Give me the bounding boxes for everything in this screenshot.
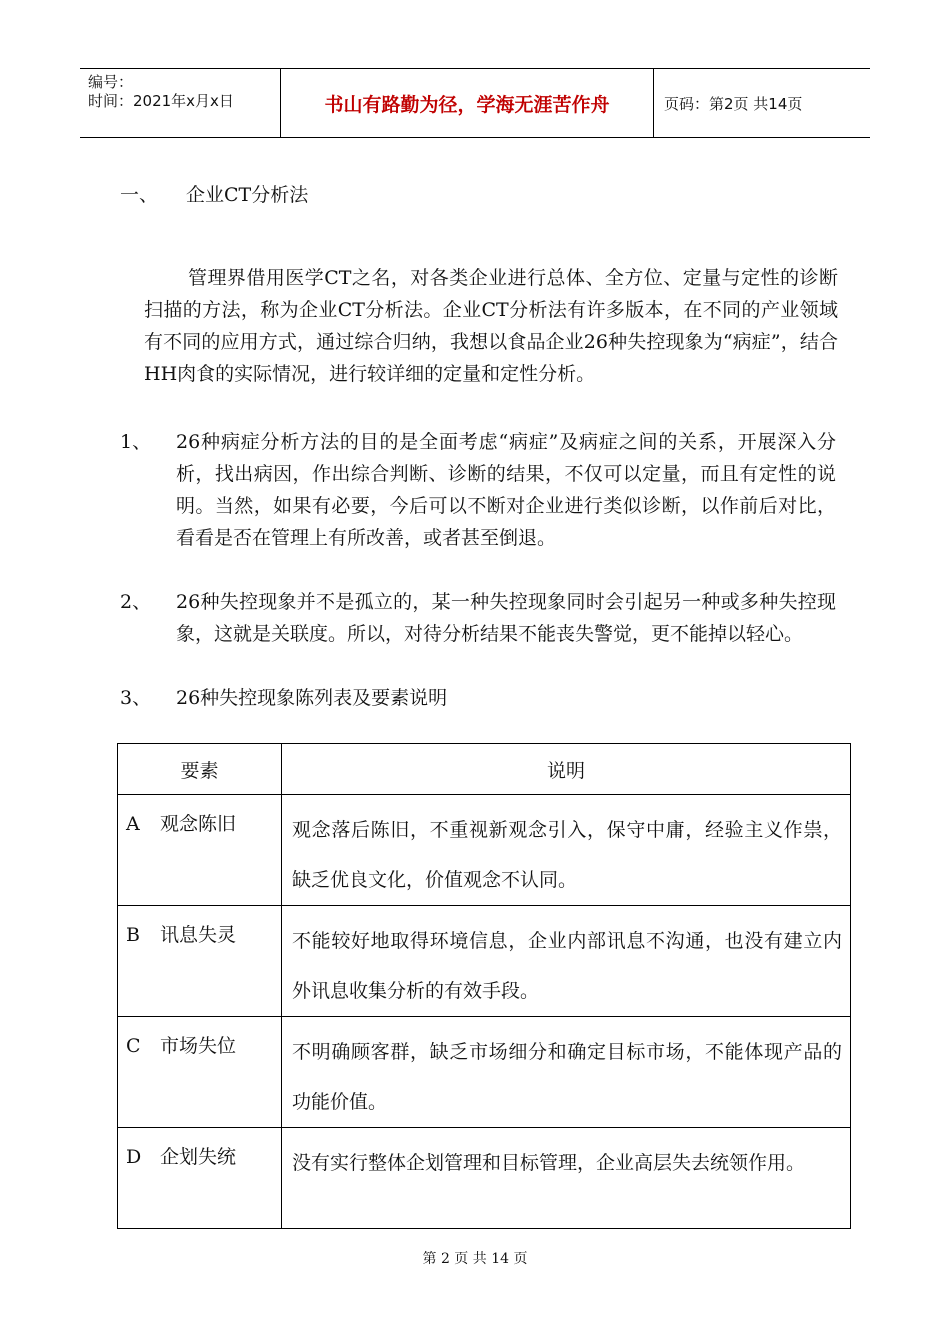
table-row (118, 1128, 851, 1229)
list-item-text: 26种病症分析方法的目的是全面考虑“病症”及病症之间的关系，开展深入分析，找出病因，作出综合判断、诊断的结果，不仅可以定量，而且有定性的说明。当然，如果有必要，今后可以不断对企业进行类似诊断，以作前后对比，看看是否在管理上有所改善，或者甚至倒退。 (176, 431, 836, 549)
section-title-text: 企业CT分析法 (186, 184, 309, 206)
list-item-number: 2、 (120, 591, 152, 613)
table-cell-description: 不能较好地取得环境信息，企业内部讯息不沟通，也没有建立内外讯息收集分析的有效手段。 (282, 906, 851, 1017)
element-code: D (126, 1146, 142, 1168)
element-name: 企划失统 (160, 1146, 237, 1168)
document-number-label: 编号： (88, 73, 134, 91)
table-row (118, 795, 851, 906)
page-footer: 第 2 页 共 14 页 (422, 1251, 528, 1267)
table-header-description: 说明 (282, 744, 851, 795)
header-meta (80, 69, 280, 137)
table-cell-element (118, 1017, 282, 1128)
element-code: A (126, 813, 140, 835)
list-item-number: 3、 (120, 687, 152, 709)
table-cell-description: 观念落后陈旧，不重视新观念引入，保守中庸，经验主义作祟，缺乏优良文化，价值观念不认同。 (282, 795, 851, 906)
table-header-element: 要素 (118, 744, 282, 795)
header-page-label: 页码：第2页 共14页 (664, 94, 803, 113)
intro-paragraph: 管理界借用医学CT之名，对各类企业进行总体、全方位、定量与定性的诊断扫描的方法，称为企业CT分析法。企业CT分析法有许多版本，在不同的产业领域有不同的应用方式，通过综合归纳，我想以食品企业26种失控现象为“病症”，结合HH肉食的实际情况，进行较详细的定量和定性分析。 (144, 267, 838, 385)
table-cell-description: 没有实行整体企划管理和目标管理，企业高层失去统领作用。 (282, 1128, 851, 1229)
element-code: C (126, 1035, 141, 1057)
header-motto: 书山有路勤为径，学海无涯苦作舟 (280, 69, 654, 137)
section-number: 一、 (120, 184, 159, 206)
list-item-text: 26种失控现象陈列表及要素说明 (176, 687, 448, 709)
element-name: 市场失位 (160, 1035, 237, 1057)
element-name: 讯息失灵 (160, 924, 237, 946)
table-header-row (118, 744, 851, 795)
table-cell-element (118, 795, 282, 906)
section-title (120, 180, 308, 207)
page-header (80, 68, 870, 138)
table-row (118, 906, 851, 1017)
element-name: 观念陈旧 (160, 813, 237, 835)
table-cell-description: 不明确顾客群，缺乏市场细分和确定目标市场，不能体现产品的功能价值。 (282, 1017, 851, 1128)
document-date-label: 时间：2021年x月x日 (88, 92, 234, 110)
list-item-number: 1、 (120, 431, 152, 453)
element-code: B (126, 924, 140, 946)
list-item-text: 26种失控现象并不是孤立的，某一种失控现象同时会引起另一种或多种失控现象，这就是关联度。所以，对待分析结果不能丧失警觉，更不能掉以轻心。 (176, 591, 836, 645)
table-cell-element (118, 906, 282, 1017)
table-row (118, 1017, 851, 1128)
table-cell-element (118, 1128, 282, 1229)
elements-table (117, 743, 851, 1229)
